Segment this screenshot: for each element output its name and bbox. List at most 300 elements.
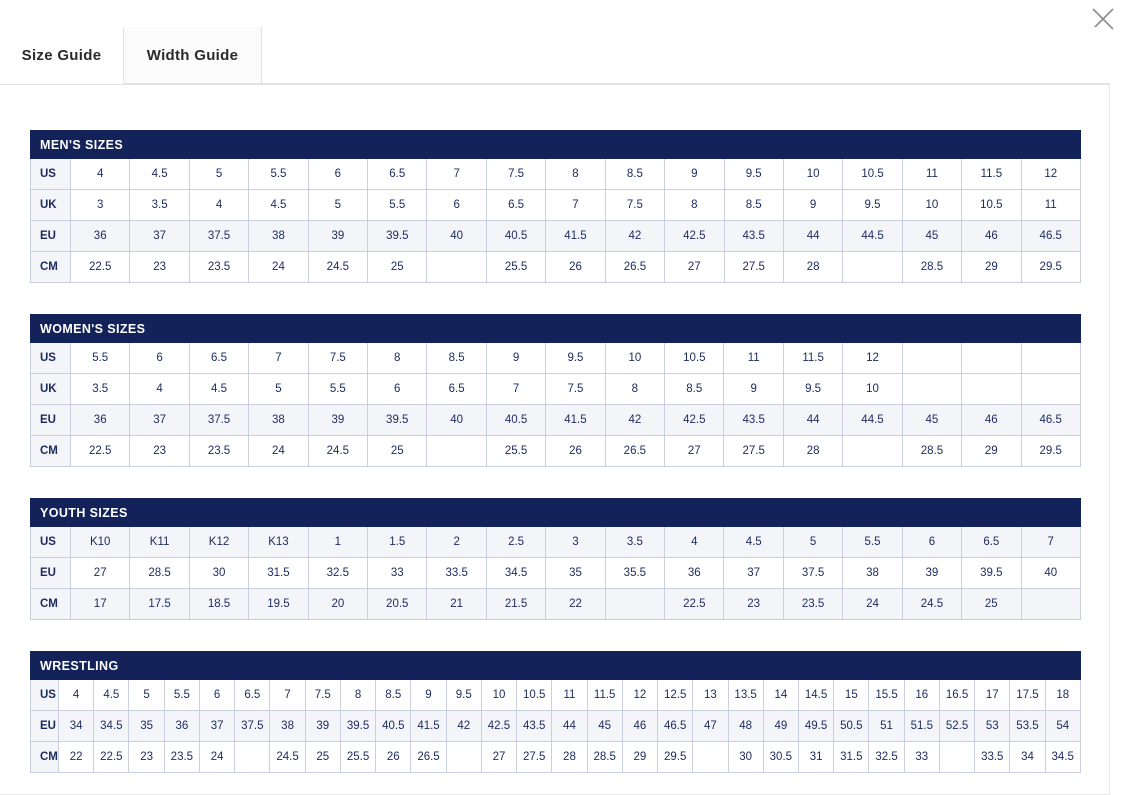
size-cell: 6.5 [962, 527, 1021, 558]
size-cell [962, 374, 1021, 405]
table-title: YOUTH SIZES [31, 499, 309, 527]
size-cell: 6.5 [189, 343, 248, 374]
row-label: EU [31, 221, 71, 252]
size-cell: 50.5 [834, 711, 869, 742]
table-header-cell [904, 652, 939, 680]
size-cell: 49 [763, 711, 798, 742]
size-cell: 12 [622, 680, 657, 711]
table-header-cell [368, 315, 427, 343]
size-cell: 3 [546, 527, 605, 558]
size-cell [939, 742, 974, 773]
size-cell: 6 [308, 159, 367, 190]
table-header-cell [546, 499, 605, 527]
size-cell: 38 [270, 711, 305, 742]
table-header-cell [962, 315, 1021, 343]
size-cell: 33.5 [427, 558, 486, 589]
table-row [31, 405, 1081, 436]
size-cell: 6 [427, 190, 486, 221]
size-cell: 4.5 [249, 190, 308, 221]
table-row [31, 343, 1081, 374]
size-cell: 6 [199, 680, 234, 711]
size-cell: 27 [665, 252, 724, 283]
table-header-cell [486, 499, 545, 527]
size-cell: 25 [368, 252, 427, 283]
size-cell: 34.5 [486, 558, 545, 589]
size-table [30, 651, 1081, 773]
size-cell: 51.5 [904, 711, 939, 742]
size-cell: 19.5 [249, 589, 308, 620]
size-cell: 42 [605, 405, 664, 436]
table-header-cell [724, 315, 783, 343]
table-row [31, 527, 1081, 558]
table-header-cell [763, 652, 798, 680]
table-header-cell [783, 499, 842, 527]
size-cell: K13 [249, 527, 308, 558]
size-cell: 29.5 [658, 742, 693, 773]
size-cell [902, 343, 961, 374]
size-cell: 22 [546, 589, 605, 620]
table-header-cell [902, 315, 961, 343]
table-row [31, 742, 1081, 773]
table-header-cell [783, 315, 842, 343]
size-cell: 34.5 [1045, 742, 1080, 773]
table-header-cell [658, 652, 693, 680]
size-cell: 46.5 [658, 711, 693, 742]
size-cell: 39 [308, 221, 367, 252]
size-cell: 23 [724, 589, 783, 620]
size-cell: 9 [724, 374, 783, 405]
size-cell [843, 436, 902, 467]
size-cell: 7 [249, 343, 308, 374]
size-cell: 23 [130, 252, 189, 283]
size-cell: 37 [199, 711, 234, 742]
size-cell: 36 [665, 558, 724, 589]
row-label: CM [31, 742, 59, 773]
size-cell: 31.5 [249, 558, 308, 589]
size-cell: 28 [552, 742, 587, 773]
size-cell: 1 [308, 527, 367, 558]
table-header-cell [962, 499, 1021, 527]
table-header-cell [164, 652, 199, 680]
table-header-cell [308, 499, 367, 527]
size-cell: 22.5 [665, 589, 724, 620]
size-cell: 4 [189, 190, 248, 221]
table-header-row [31, 499, 1081, 527]
size-cell: 10.5 [962, 190, 1021, 221]
size-cell: 21 [427, 589, 486, 620]
size-cell: 9.5 [446, 680, 481, 711]
size-cell: 42.5 [481, 711, 516, 742]
size-cell: 16 [904, 680, 939, 711]
size-cell: 45 [902, 221, 961, 252]
size-cell: 46 [962, 221, 1021, 252]
size-cell: 6.5 [427, 374, 486, 405]
size-cell: 37 [130, 221, 189, 252]
size-cell: 47 [693, 711, 728, 742]
size-cell: 7.5 [305, 680, 340, 711]
size-cell: 11 [552, 680, 587, 711]
table-row [31, 374, 1081, 405]
size-cell: 28 [783, 252, 842, 283]
size-cell: 40.5 [376, 711, 411, 742]
size-cell: 3.5 [71, 374, 130, 405]
size-cell: 24.5 [270, 742, 305, 773]
table-row [31, 711, 1081, 742]
size-cell: 37.5 [783, 558, 842, 589]
table-header-cell [546, 315, 605, 343]
size-cell: 34 [1010, 742, 1045, 773]
size-cell: 25.5 [340, 742, 375, 773]
size-cell: 30 [728, 742, 763, 773]
size-cell: 7 [270, 680, 305, 711]
size-cell: 12.5 [658, 680, 693, 711]
size-cell: 46.5 [1021, 221, 1080, 252]
size-cell: 23.5 [164, 742, 199, 773]
size-cell: 28.5 [587, 742, 622, 773]
table-header-cell [340, 652, 375, 680]
table-header-cell [517, 652, 552, 680]
table-row [31, 589, 1081, 620]
table-header-cell [199, 652, 234, 680]
row-label: US [31, 343, 71, 374]
table-header-cell [665, 499, 724, 527]
size-cell: 27 [665, 436, 724, 467]
table-header-cell [1045, 652, 1080, 680]
size-cell [902, 374, 961, 405]
size-cell: 22 [59, 742, 94, 773]
size-cell: 17 [71, 589, 130, 620]
table-header-cell [427, 131, 486, 159]
size-cell: 8 [605, 374, 664, 405]
table-header-cell [665, 131, 724, 159]
size-cell [962, 343, 1021, 374]
row-label: EU [31, 558, 71, 589]
table-header-cell [869, 652, 904, 680]
size-cell: 6.5 [486, 190, 545, 221]
size-cell: 7 [427, 159, 486, 190]
size-cell: 26 [546, 252, 605, 283]
size-cell: 27 [481, 742, 516, 773]
size-table [30, 498, 1081, 620]
table-row [31, 159, 1081, 190]
size-cell: 22.5 [71, 436, 130, 467]
size-cell: 22.5 [94, 742, 129, 773]
table-row [31, 252, 1081, 283]
size-cell: 8 [665, 190, 724, 221]
table-header-cell [308, 315, 367, 343]
size-cell: 3.5 [605, 527, 664, 558]
size-cell: 27.5 [724, 436, 783, 467]
size-cell: 40 [427, 405, 486, 436]
row-label: EU [31, 711, 59, 742]
size-cell: 37.5 [235, 711, 270, 742]
size-cell [1021, 374, 1080, 405]
size-cell: 5.5 [164, 680, 199, 711]
size-cell [446, 742, 481, 773]
table-header-cell [427, 499, 486, 527]
table-header-cell [798, 652, 833, 680]
size-cell: 10 [902, 190, 961, 221]
size-cell: 48 [728, 711, 763, 742]
size-cell: 7.5 [546, 374, 605, 405]
size-cell: 8 [368, 343, 427, 374]
table-header-cell [486, 131, 545, 159]
size-cell: 3 [71, 190, 130, 221]
size-cell: 8.5 [376, 680, 411, 711]
table-header-cell [1021, 499, 1080, 527]
size-cell: 10 [843, 374, 902, 405]
table-header-cell [834, 652, 869, 680]
table-header-cell [605, 499, 664, 527]
size-cell: 26.5 [605, 436, 664, 467]
size-cell: 4.5 [724, 527, 783, 558]
size-cell: 39 [308, 405, 367, 436]
table-row [31, 221, 1081, 252]
size-cell [427, 252, 486, 283]
size-cell: 31.5 [834, 742, 869, 773]
size-cell: 46 [962, 405, 1021, 436]
size-cell: 24 [843, 589, 902, 620]
size-cell: 39.5 [962, 558, 1021, 589]
size-cell: 36 [71, 221, 130, 252]
row-label: CM [31, 589, 71, 620]
size-cell: 37.5 [189, 221, 248, 252]
size-cell: 7 [486, 374, 545, 405]
size-cell: 23.5 [783, 589, 842, 620]
table-header-cell [481, 652, 516, 680]
size-cell: 39.5 [368, 405, 427, 436]
size-cell: 17 [975, 680, 1010, 711]
size-cell: 34.5 [94, 711, 129, 742]
size-cell: 11 [1021, 190, 1080, 221]
table-header-cell [843, 315, 902, 343]
size-cell: 5 [129, 680, 164, 711]
size-cell: 33.5 [975, 742, 1010, 773]
size-tables-container [30, 130, 1079, 773]
table-header-cell [235, 652, 270, 680]
size-cell: 10 [605, 343, 664, 374]
size-cell: 4 [59, 680, 94, 711]
size-cell: 33 [904, 742, 939, 773]
size-cell: 10.5 [517, 680, 552, 711]
table-header-cell [368, 499, 427, 527]
table-header-cell [843, 131, 902, 159]
size-cell: 11.5 [783, 343, 842, 374]
size-cell: 40 [427, 221, 486, 252]
size-cell: 51 [869, 711, 904, 742]
table-header-cell [728, 652, 763, 680]
size-cell: 27.5 [517, 742, 552, 773]
size-cell: 45 [587, 711, 622, 742]
size-cell: 9 [486, 343, 545, 374]
size-cell: 17.5 [1010, 680, 1045, 711]
size-cell: 23 [129, 742, 164, 773]
size-cell: 54 [1045, 711, 1080, 742]
size-cell [235, 742, 270, 773]
size-cell: 39.5 [340, 711, 375, 742]
row-label: UK [31, 190, 71, 221]
size-cell: 13.5 [728, 680, 763, 711]
size-cell: 24.5 [308, 252, 367, 283]
size-cell: 45 [902, 405, 961, 436]
size-cell: 5.5 [71, 343, 130, 374]
table-header-cell [305, 652, 340, 680]
size-cell: 10 [481, 680, 516, 711]
size-cell: 9.5 [843, 190, 902, 221]
size-cell: 39.5 [368, 221, 427, 252]
size-cell: 1.5 [368, 527, 427, 558]
size-cell: 30 [189, 558, 248, 589]
size-cell: 17.5 [130, 589, 189, 620]
size-cell: 28.5 [902, 436, 961, 467]
size-cell: 12 [1021, 159, 1080, 190]
size-cell: 7 [546, 190, 605, 221]
size-cell: 52.5 [939, 711, 974, 742]
size-cell: 29.5 [1021, 252, 1080, 283]
table-header-cell [724, 131, 783, 159]
size-cell: 35 [546, 558, 605, 589]
size-cell: 42 [605, 221, 664, 252]
size-cell: 28 [783, 436, 842, 467]
size-cell: 25.5 [486, 252, 545, 283]
table-header-cell [783, 131, 842, 159]
size-cell: 24 [199, 742, 234, 773]
size-cell: 46 [622, 711, 657, 742]
size-cell: 40.5 [486, 405, 545, 436]
size-cell: 9.5 [724, 159, 783, 190]
size-cell: 41.5 [411, 711, 446, 742]
table-header-cell [902, 131, 961, 159]
size-cell: 10.5 [843, 159, 902, 190]
size-cell: 29 [962, 436, 1021, 467]
size-cell: 27 [71, 558, 130, 589]
tab-bar-filler [262, 27, 1110, 84]
size-cell: 5 [308, 190, 367, 221]
table-header-cell [486, 315, 545, 343]
size-cell: 30.5 [763, 742, 798, 773]
size-cell: 26 [376, 742, 411, 773]
row-label: US [31, 680, 59, 711]
table-row [31, 436, 1081, 467]
table-header-cell [622, 652, 657, 680]
table-header-cell [1010, 652, 1045, 680]
size-cell: 9.5 [546, 343, 605, 374]
size-cell: 25 [305, 742, 340, 773]
row-label: US [31, 159, 71, 190]
tab-width-guide[interactable] [124, 27, 262, 84]
table-header-cell [693, 652, 728, 680]
size-cell: 21.5 [486, 589, 545, 620]
table-header-cell [902, 499, 961, 527]
size-cell: K10 [71, 527, 130, 558]
size-cell: 4.5 [94, 680, 129, 711]
table-header-cell [368, 131, 427, 159]
size-cell: 40 [1021, 558, 1080, 589]
size-cell: 6.5 [235, 680, 270, 711]
size-cell: 4 [130, 374, 189, 405]
size-cell: 5 [249, 374, 308, 405]
size-cell: 3.5 [130, 190, 189, 221]
size-cell: 14 [763, 680, 798, 711]
size-cell: 25.5 [486, 436, 545, 467]
size-cell: 41.5 [546, 405, 605, 436]
size-cell: 24 [249, 252, 308, 283]
size-cell: 8.5 [427, 343, 486, 374]
table-row [31, 680, 1081, 711]
size-cell: 25 [368, 436, 427, 467]
size-cell: 49.5 [798, 711, 833, 742]
size-cell [693, 742, 728, 773]
size-cell: 38 [249, 221, 308, 252]
table-header-cell [411, 652, 446, 680]
size-cell: 15 [834, 680, 869, 711]
size-cell: 39 [902, 558, 961, 589]
size-cell: 26.5 [605, 252, 664, 283]
size-cell: 43.5 [724, 405, 783, 436]
size-cell: 4.5 [189, 374, 248, 405]
size-cell: 7 [1021, 527, 1080, 558]
size-cell: 4.5 [130, 159, 189, 190]
size-cell: 37 [724, 558, 783, 589]
size-cell: 37.5 [189, 405, 248, 436]
table-header-cell [975, 652, 1010, 680]
table-header-cell [843, 499, 902, 527]
size-cell: 25 [962, 589, 1021, 620]
size-cell: 11 [724, 343, 783, 374]
size-cell [1021, 589, 1080, 620]
size-cell: 20 [308, 589, 367, 620]
table-title: MEN'S SIZES [31, 131, 309, 159]
row-label: CM [31, 436, 71, 467]
size-cell: 5 [783, 527, 842, 558]
size-guide-panel [0, 85, 1110, 795]
table-header-cell [270, 652, 305, 680]
size-cell: 4 [71, 159, 130, 190]
size-cell: 6 [368, 374, 427, 405]
size-cell: 26 [546, 436, 605, 467]
size-cell: 44.5 [843, 405, 902, 436]
size-cell: 8.5 [605, 159, 664, 190]
tab-size-guide[interactable] [0, 27, 124, 84]
size-cell: 18.5 [189, 589, 248, 620]
size-cell: 28.5 [902, 252, 961, 283]
size-cell: 32.5 [869, 742, 904, 773]
size-cell: 42 [446, 711, 481, 742]
size-cell: 53.5 [1010, 711, 1045, 742]
table-header-cell [376, 652, 411, 680]
size-cell: 36 [71, 405, 130, 436]
size-cell: 27.5 [724, 252, 783, 283]
size-cell [605, 589, 664, 620]
size-cell: 10 [783, 159, 842, 190]
table-header-cell [665, 315, 724, 343]
size-cell: 37 [130, 405, 189, 436]
size-cell: 14.5 [798, 680, 833, 711]
tab-bar [0, 28, 1110, 85]
table-header-cell [427, 315, 486, 343]
size-cell: 24.5 [902, 589, 961, 620]
table-row [31, 558, 1081, 589]
size-cell: 5.5 [368, 190, 427, 221]
size-cell [427, 436, 486, 467]
size-cell: 9 [665, 159, 724, 190]
size-cell: 39 [305, 711, 340, 742]
size-cell: 44 [783, 405, 842, 436]
size-cell: 35 [129, 711, 164, 742]
size-cell: 23.5 [189, 252, 248, 283]
size-cell: 5.5 [249, 159, 308, 190]
table-header-cell [605, 315, 664, 343]
